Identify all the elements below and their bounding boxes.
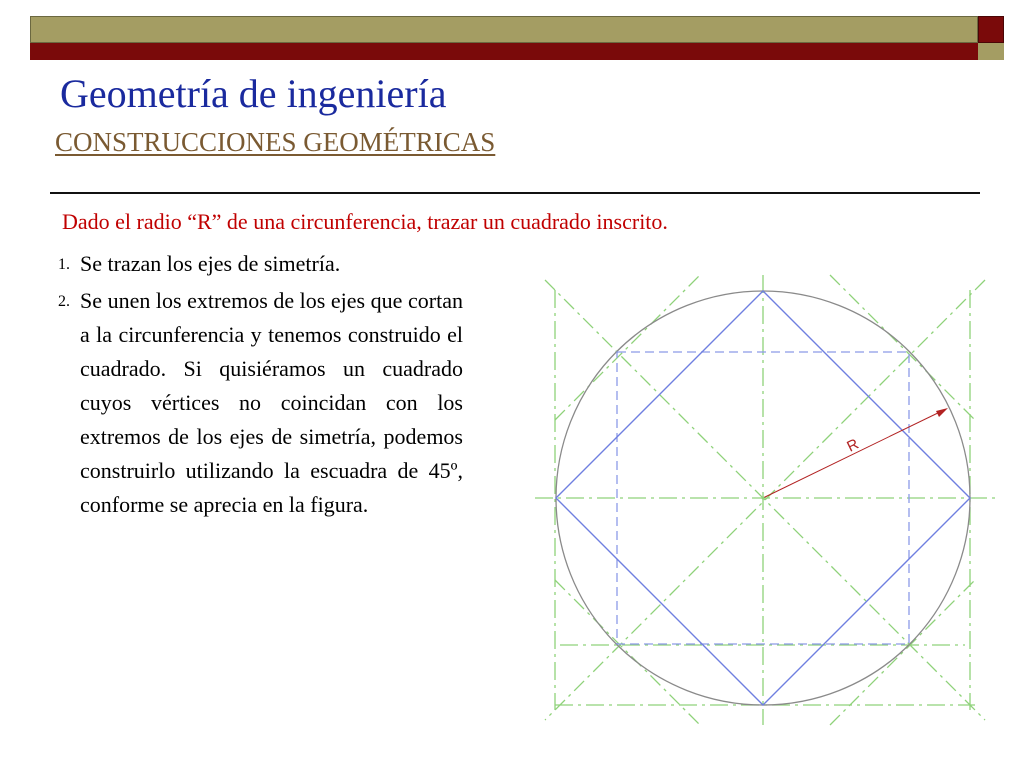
header-olive-band [30, 16, 978, 43]
slide-title: Geometría de ingeniería [60, 71, 447, 116]
header-decoration-bar [30, 16, 978, 60]
header-corner-maroon [978, 16, 1004, 43]
header-maroon-band [30, 43, 978, 60]
title-divider [50, 192, 980, 194]
step-item-1 [58, 247, 438, 281]
problem-statement: Dado el radio “R” de una circunferencia, trazar un cuadrado inscrito. [62, 209, 668, 234]
header-corner-block [978, 16, 1004, 60]
slide-subtitle: CONSTRUCCIONES GEOMÉTRICAS [55, 127, 496, 157]
step-item-2 [58, 284, 468, 594]
radius-arrowhead [936, 408, 948, 417]
step-text: Se unen los extremos de los ejes que cortan a la circunferencia y tenemos construido el cuadrado. Si quisiéramos un cuadrado cuyos vértices no coincidan con los extremos de los ejes de simetría, podemos construirlo utilizando la escuadra de 45º, conforme se aprecia en la figura. [80, 288, 463, 517]
symmetry-axes [535, 275, 995, 725]
center-point [762, 497, 765, 500]
diagonal-axes [545, 275, 985, 725]
step-text: Se trazan los ejes de simetría. [80, 251, 341, 276]
header-corner-olive [978, 43, 1004, 60]
step-number: 1. [58, 256, 70, 273]
radius-label: R [844, 435, 862, 456]
step-number: 2. [58, 293, 70, 310]
inscribed-square-figure [520, 265, 1000, 745]
